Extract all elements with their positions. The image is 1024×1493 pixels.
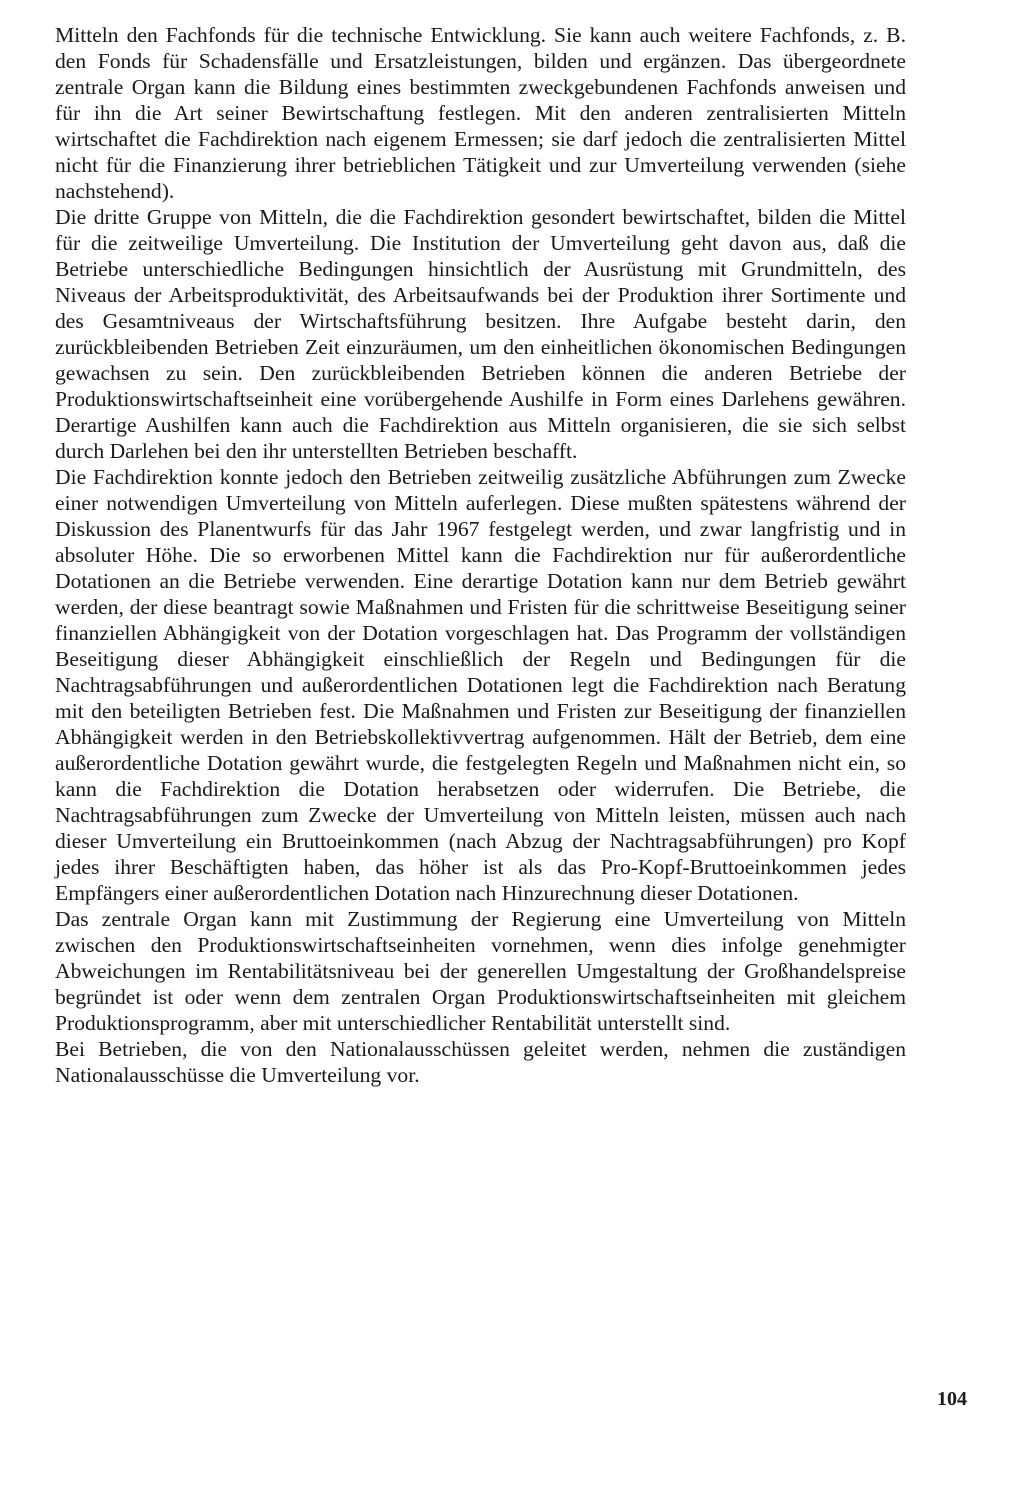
paragraph-nationalausschuesse: Bei Betrieben, die von den Nationalausschüssen geleitet werden, nehmen die zuständigen Nationalausschüsse die Umverteilung vor. xyxy=(55,1037,906,1087)
page-number: 104 xyxy=(937,1388,967,1410)
body-text xyxy=(55,22,906,1088)
paragraph-zentrales-organ: Das zentrale Organ kann mit Zustimmung der Regierung eine Umverteilung von Mitteln zwischen den Produktionswirtschaftseinheiten vornehmen, wenn dies infolge genehmigter Abweichungen im Rentabilitätsniveau bei der generellen Umgestaltung der Großhandelspreise begründet ist oder wenn dem zentralen Organ Produktionswirtschaftseinheiten mit gleichem Produktionsprogramm, aber mit unterschiedlicher Rentabilität unterstellt sind. xyxy=(55,907,906,1035)
paragraph-fachfonds: Mitteln den Fachfonds für die technische Entwicklung. Sie kann auch weitere Fachfonds, z. B. den Fonds für Schadensfälle und Ersatzleistungen, bilden und ergänzen. Das übergeordnete zentrale Organ kann die Bildung eines bestimmten zweckgebundenen Fachfonds anweisen und für ihn die Art seiner Bewirtschaftung festlegen. Mit den anderen zentralisierten Mitteln wirtschaftet die Fachdirektion nach eigenem Ermessen; sie darf jedoch die zentralisierten Mittel nicht für die Finanzierung ihrer betrieblichen Tätigkeit und zur Umverteilung verwenden (siehe nachstehend). xyxy=(55,23,906,203)
paragraph-umverteilung-gruppe: Die dritte Gruppe von Mitteln, die die Fachdirektion gesondert bewirtschaftet, bilden die Mittel für die zeitweilige Umverteilung. Die Institution der Umverteilung geht davon aus, daß die Betriebe unterschiedliche Bedingungen hinsichtlich der Ausrüstung mit Grundmitteln, des Niveaus der Arbeitsproduktivität, des Arbeitsaufwands bei der Produktion ihrer Sortimente und des Gesamtniveaus der Wirtschaftsführung besitzen. Ihre Aufgabe besteht darin, den zurückbleibenden Betrieben Zeit einzuräumen, um den einheitlichen ökonomischen Bedingungen gewachsen zu sein. Den zurückbleibenden Betrieben können die anderen Betriebe der Produktionswirtschaftseinheit eine vorübergehende Aushilfe in Form eines Darlehens gewähren. Derartige Aushilfen kann auch die Fachdirektion aus Mitteln organisieren, die sie sich selbst durch Darlehen bei den ihr unterstellten Betrieben beschafft. xyxy=(55,205,906,463)
paragraph-abfuehrungen-dotationen: Die Fachdirektion konnte jedoch den Betrieben zeitweilig zusätzliche Abführungen zum Zwecke einer notwendigen Umverteilung von Mitteln auferlegen. Diese mußten spätestens während der Diskussion des Planentwurfs für das Jahr 1967 festgelegt werden, und zwar langfristig und in absoluter Höhe. Die so erworbenen Mittel kann die Fachdirektion nur für außerordentliche Dotationen an die Betriebe verwenden. Eine derartige Dotation kann nur dem Betrieb gewährt werden, der diese beantragt sowie Maßnahmen und Fristen für die schrittweise Beseitigung seiner finanziellen Abhängigkeit von der Dotation vorgeschlagen hat. Das Programm der vollständigen Beseitigung dieser Abhängigkeit einschließlich der Regeln und Bedingungen für die Nachtragsabführungen und außerordentlichen Dotationen legt die Fachdirektion nach Beratung mit den beteiligten Betrieben fest. Die Maßnahmen und Fristen zur Beseitigung der finanziellen Abhängigkeit werden in den Betriebskollektivvertrag aufgenommen. Hält der Betrieb, dem eine außerordentliche Dotation gewährt wurde, die festgelegten Regeln und Maßnahmen nicht ein, so kann die Fachdirektion die Dotation herabsetzen oder widerrufen. Die Betriebe, die Nachtragsabführungen zum Zwecke der Umverteilung von Mitteln leisten, müssen auch nach dieser Umverteilung ein Bruttoeinkommen (nach Abzug der Nachtragsabführungen) pro Kopf jedes ihrer Beschäftigten haben, das höher ist als das Pro-Kopf-Bruttoeinkommen jedes Empfängers einer außerordentlichen Dotation nach Hinzurechnung dieser Dotationen. xyxy=(55,465,906,905)
